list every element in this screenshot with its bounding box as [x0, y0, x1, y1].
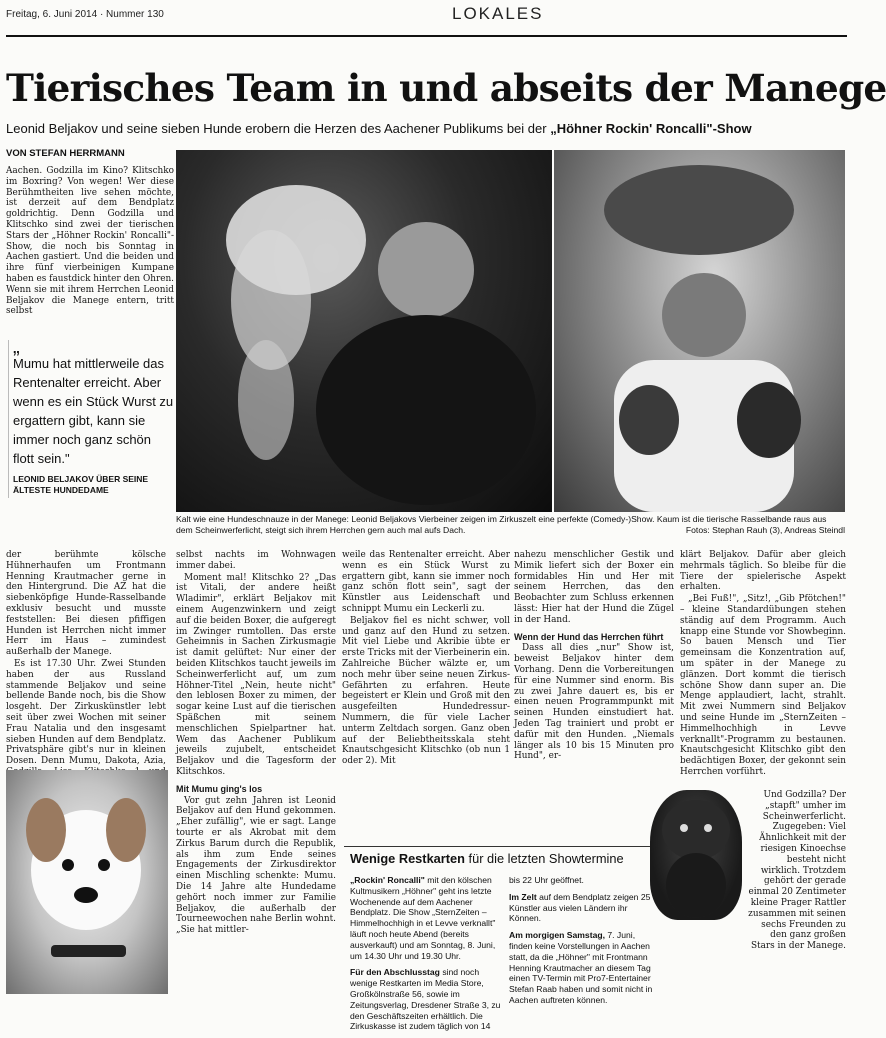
- info-p1-text: mit den kölschen Kultmusikern „Höhner" geht ins letzte Wochenende auf dem Aachener Bendplatz. Die Show „SternZeiten – Himmelhochhigh in et Levve verknallt" läuft noch heute Abend (bereits ausverkauft) und am Sonntag, 8. Juni, um 14.30 Uhr und 19.30 Uhr.: [350, 875, 496, 961]
- subline: [6, 121, 847, 136]
- col2-para-3: Vor gut zehn Jahren ist Leonid Beljakov auf den Hund gekommen. „Eher zufällig", wie er sagt. Lange tourte er als Akrobat mit dem Zirkus Barum durch die Republik, als ihm zum Ende seines Engagements der Zirkusdirektor einen Mischling schenkte: Mumu. Die 14 Jahre alte Hundedame gehört noch immer zur Familie Beljakov, die außerhalb der Tourneewochen nahe Berlin wohnt. „Sie hat mittler-: [176, 795, 336, 936]
- col1-para-2: Es ist 17.30 Uhr. Zwei Stunden haben der aus Russland stammende Beljakov und seine bellende Bande noch, bis die Show losgeht. Der Zirkuskünstler lebt seit über zwei Wochen mit seiner Frau Natalia und den insgesamt sieben Hunden auf dem Bendplatz. Privatsphäre gibt's nur in kleinen Dosen. Denn Mumu, Dakota, Azia,: [6, 658, 166, 767]
- info-p1-bold: „Rockin' Roncalli": [350, 875, 425, 885]
- main-photo: [176, 150, 552, 512]
- section-title: LOKALES: [452, 4, 544, 23]
- headline: Tierisches Team in und abseits der Manege: [6, 66, 886, 110]
- pull-quote: [8, 336, 174, 498]
- column-6: [746, 790, 846, 990]
- main-photo-illustration: [176, 150, 552, 512]
- col4-para-1: nahezu menschlicher Gestik und Mimik liefert sich der Boxer ein formidables Hin und Her mit seinem Herrchen, das den Beobachter zum Schluss erkennen lässt: Hier hat der Hund die Zügel in der Hand.: [514, 550, 674, 625]
- subline-show-name: „Höhner Rockin' Roncalli"-Show: [550, 121, 752, 136]
- col1-para-1: der berühmte kölsche Hühnerhaufen um Frontmann Henning Krautmacher gerne in den Hintergrund. Die AZ hat die siebenköpfige Hunde-Rasselbande exklusiv besucht und musste feststellen: Bei diesen pfiffigen Hunden ist Herrchen nicht immer Herr im Haus – zumindest außerhalb der Manege.: [6, 550, 166, 658]
- side-photo: [554, 150, 845, 512]
- col3-para-2: Beljakov fiel es nicht schwer, voll und ganz auf den Hund zu setzen. Mit viel Liebe und Akribie übte er erste Tricks mit der Vierbeinerin ein. Zahlreiche Bücher wälzte er, um noch mehr über seine neuen Zirkus-Gefährten zu erfahren. Heute begeistert er Klein und Groß mit den ausgefeilten Hundedressur-Nummern, die für viele Lacher unterm Zeltdach sorgen. Ganz oben auf der Beliebtheitsskala steht Knautschgesicht Klitschko (ob nun 1 oder 2). Mit: [342, 615, 510, 767]
- info-p3: bis 22 Uhr geöffnet.: [509, 875, 584, 885]
- column-1: [6, 550, 166, 770]
- info-p4-bold: Im Zelt: [509, 891, 537, 902]
- lead-paragraph: [6, 166, 174, 334]
- byline: VON STEFAN HERRMANN: [6, 148, 125, 159]
- subhead-herrchen: Wenn der Hund das Herrchen führt: [514, 631, 664, 642]
- info-p1: [350, 875, 501, 961]
- info-p2: [350, 967, 501, 1032]
- dateline: Freitag, 6. Juni 2014 · Nummer 130: [6, 9, 164, 20]
- quote-mark: „: [13, 336, 20, 358]
- terrier-photo: [6, 770, 168, 994]
- page-header: [6, 4, 847, 34]
- col2-para-1: selbst nachts im Wohnwagen immer dabei.: [176, 550, 336, 571]
- photo-caption: Kalt wie eine Hundeschnauze in der Manege: Leonid Beljakovs Vierbeiner zeigen im Zirkuszelt eine perfekte (Comedy-)Show. Kaum ist die tierische Rasselbande raus aus dem Scheinwerferlicht, steigt sich ihrem Herrchen gern auch mal aufs Dach.: [176, 514, 827, 535]
- header-rule: [6, 35, 847, 37]
- info-p5-text: 7. Juni, finden keine Vorstellungen in Aachen statt, da die „Höhner" mit Frontmann Henning Krautmacher an diesem Tag einen TV-Termin mit Pro7-Entertainer Stefan Raab haben und somit nicht in Aachen auftreten können.: [509, 930, 653, 1005]
- info-box-col-2: [509, 875, 660, 1038]
- col3-para-1: weile das Rentenalter erreicht. Aber wenn es ein Stück Wurst zu ergattern gibt, kann sie immer noch ganz schön flott sein", sagt der Künstler aus Leidenschaft und schnippt Mumu ein Leckerli zu.: [342, 550, 510, 614]
- terrier-illustration: [6, 770, 168, 994]
- col5-para-2: „Bei Fuß!", „Sitz!, „Gib Pfötchen!" – kleine Standardübungen stehen ständig auf dem Programm. Auch knapp eine Stunde vor Showbeginn. So bauen Mensch und Tier gemeinsam die Konzentration auf, um später in der Manege zu glänzen. Dort kommt die tierisch schöne Show dann super an. Die Menge applaudiert, lacht, strahlt. Mit zwei Nummern sind Beljakov und seine Hunde im „SternZeiten – Himmelhochhigh in Levve verknallt"-Programm zu bestaunen. Knautschgesicht Klitschko gibt den bedächtigen Boxer, der gekonnt sein Herrchen vorführt.: [680, 594, 846, 777]
- info-p2-text: sind noch wenige Restkarten im Media Store, Großkölnstraße 56, sowie im Zeitungsverlag, Dresdener Straße 3, zu den Geschäftszeiten erhältlich. Die Zirkuskasse ist zudem täglich von 14: [350, 967, 501, 1032]
- column-3: [342, 550, 510, 840]
- lead-text: Aachen. Godzilla im Kino? Klitschko im Boxring? Von wegen! Wer diese Berühmtheiten live sehen möchte, ist derzeit auf dem Bendplatz goldrichtig. Denn Godzilla und Klitschko sind zwei der tierischen Stars der „Höhner Rockin' Roncalli"-Show, die noch bis Sonntag in Aachen gastiert. Und die beiden und ihre fünf vierbeinigen Kumpane haben es faustdick hinter den Ohren. Wenn sie mit ihrem Herrchen Leonid Beljakov die Manege entern, tritt selbst: [6, 166, 174, 317]
- info-p5-bold: Am morgigen Samstag,: [509, 930, 605, 941]
- column-2: [176, 550, 336, 996]
- info-p5: [509, 930, 660, 1006]
- quote-text: Mumu hat mittlerweile das Rentenalter erreicht. Aber wenn es ein Stück Wurst zu ergattern gibt, kann sie immer noch ganz schön flott sein.": [13, 356, 174, 466]
- rattler-illustration: [650, 790, 742, 920]
- photo-credit: Fotos: Stephan Rauh (3), Andreas Steindl: [685, 525, 845, 535]
- rattler-photo: [650, 790, 742, 920]
- info-box-columns: [350, 875, 660, 1038]
- subhead-mumu: Mit Mumu ging's los: [176, 783, 263, 794]
- col6-para: Und Godzilla? Der „stapft" umher im Scheinwerferlicht. Zugegeben: Viel Ähnlichkeit mit der riesigen Kinoechse besteht nicht wirklich. Trotzdem gehört der gerade einmal 20 Zentimeter kleine Prager Rattler zusammen mit seinen sechs Freunden zu den ganz großen Stars in der Manege.: [748, 790, 846, 952]
- col5-para-1: klärt Beljakov. Dafür aber gleich mehrmals täglich. So bleibe für die Tiere der spielerische Aspekt erhalten.: [680, 550, 846, 593]
- info-box-title-rest: für die letzten Showtermine: [464, 851, 624, 866]
- info-box-title-bold: Wenige Restkarten: [350, 851, 465, 866]
- info-box-col-1: [350, 875, 501, 1038]
- info-p4-text: auf dem Bendplatz zeigen 25 Künstler aus vielen Ländern ihr Können.: [509, 891, 651, 924]
- info-p2-bold: Für den Abschlusstag: [350, 967, 440, 978]
- info-p4: [509, 892, 660, 924]
- col4-para-2: Dass all dies „nur" Show ist, beweist Beljakov hinter dem Vorhang. Denn die Vorbereitungen für eine Nummer sind enorm. Bis zu zwei Jahre dauert es, bis er einen neuen Programmpunkt mit seinen Hunden einstudiert hat. Jeden Tag trainiert und probt er dafür mit den Hunden. „Niemals länger als 10 bis 15 Minuten pro Hund", er-: [514, 643, 674, 762]
- column-5: [680, 550, 846, 810]
- col2-para-2: Moment mal! Klitschko 2? „Das ist Vitali, der andere heißt Wladimir", erklärt Beljakov mit einem Augenzwinkern und zeigt auf die beiden Boxer, die aufgeregt im Zwinger rumtollen. Das erste Geheimnis in Sachen Zirkusmagie ist damit gelüftet: Nur einer der beiden Klitschkos taucht jeweils im Scheinwerferlicht auf, um zum Höhner-Titel „Nein, heute nicht" den leblosen Boxer zu mimen, der sogar keine Lust auf die tierischen Späßchen mit seinem menschlichen Spielpartner hat. Wem das Aachener Publikum jeweils zujubelt, entscheidet Beljakov und die Tagesform der Klitschkos.: [176, 572, 336, 777]
- side-photo-illustration: [554, 150, 845, 512]
- info-box-title: [344, 847, 664, 870]
- info-box: [344, 846, 664, 1032]
- subline-text: Leonid Beljakov und seine sieben Hunde erobern die Herzen des Aachener Publikums bei der: [6, 121, 551, 136]
- quote-source: LEONID BELJAKOV ÜBER SEINE ÄLTESTE HUNDEDAME: [13, 474, 149, 495]
